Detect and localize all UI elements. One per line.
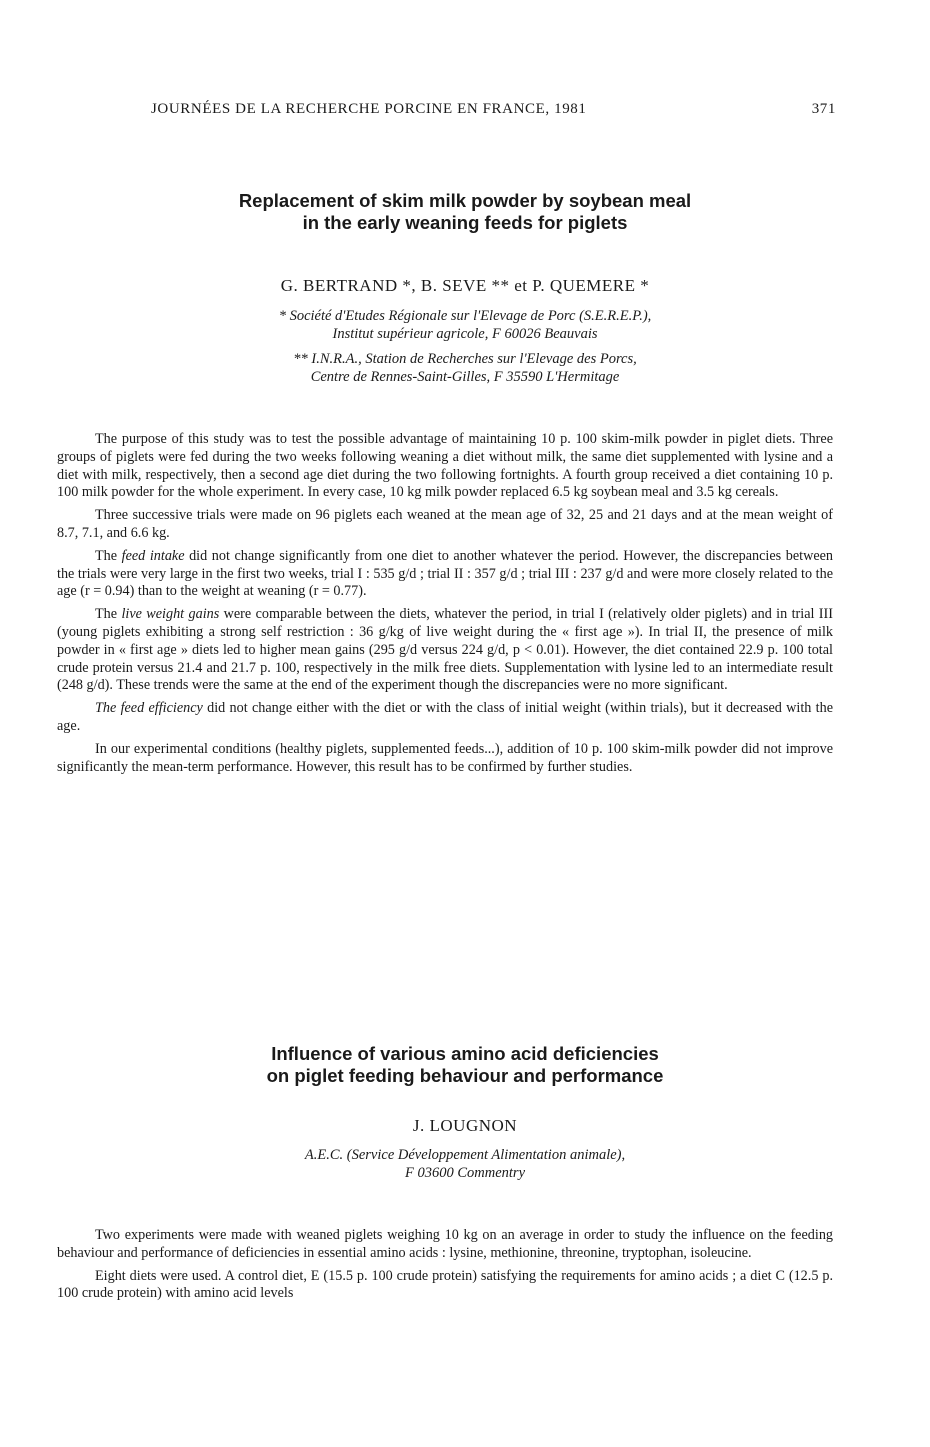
article1-affil2-line1: ** I.N.R.A., Station de Recherches sur l'Elevage des Porcs, [293,351,637,367]
article2-body [57,1227,833,1308]
article1-paragraph-4 [57,606,833,695]
article1-p4-pre: The [95,606,122,623]
article2-affiliation [0,1146,930,1182]
running-head [0,101,930,125]
article1-title [0,190,930,234]
article1-p5-emphasis: The feed efficiency [95,700,203,717]
article2-paragraph-1: Two experiments were made with weaned piglets weighing 10 kg on an average in order to study the influence on the feeding behaviour and performance of deficiencies in essential amino acids : lysine, methionine, threonine, tryptophan, isoleucine. [57,1227,833,1261]
article1-title-line2: in the early weaning feeds for piglets [302,212,628,233]
article1-paragraph-1: The purpose of this study was to test the possible advantage of maintaining 10 p. 100 skim-milk powder in piglet diets. Three groups of piglets were fed during the two weeks following weaning a diet without milk, the same diet supplemented with lysine and a diet with milk, respectively, then a second age diet during the two following fortnights. A fourth group received a diet containing 10 p. 100 milk powder for the whole experiment. In every case, 10 kg milk powder replaced 6.5 kg soybean meal and 3.5 kg cereals. [57,431,833,501]
article1-affil1-line2: Institut supérieur agricole, F 60026 Beauvais [332,326,598,342]
article1-p3-post: did not change significantly from one diet to another whatever the period. However, the discrepancies between the trials were very large in the first two weeks, trial I : 535 g/d ; trial II : 357 g/d ; trial III : 237 g/d and were more closely related to the age (r = 0.94) than to the weight at weaning (r = 0.77). [57,547,834,600]
article1-p4-emphasis: live weight gains [121,606,220,623]
article1-p3-pre: The [95,547,122,564]
article1-paragraph-3 [57,548,833,601]
article1-p4-post: were comparable between the diets, whatever the period, in trial I (relatively older piglets) and in trial III (young piglets exhibiting a strong self restriction : 36 g/kg of live weight during the « first age »). In trial II, the presence of milk powder in « first age » diets led to higher mean gains (295 g/d versus 224 g/d, p < 0.01). However, the diet contained 22.9 p. 100 total crude protein versus 21.4 and 21.7 p. 100, respectively in the milk free diets. Supplementation with lysine led to an intermediate result (248 g/d). These trends were the same at the end of the experiment though the discrepancies were no more significant. [57,606,833,694]
article2-title-line2: on piglet feeding behaviour and performance [266,1065,664,1086]
page-number: 371 [811,101,836,117]
article1-paragraph-5 [57,700,833,736]
article2-paragraph-2: Eight diets were used. A control diet, E (15.5 p. 100 crude protein) satisfying the requirements for amino acids ; a diet C (12.5 p. 100 crude protein) with amino acid levels [57,1267,833,1302]
article1-authors: G. BERTRAND *, B. SEVE ** et P. QUEMERE * [280,276,650,295]
article1-p5-post: did not change either with the diet or with the class of initial weight (within trials), but it decreased with the age. [57,700,834,734]
article1-affiliation-1 [0,307,930,343]
article1-body [57,431,833,781]
article1-title-line1: Replacement of skim milk powder by soybean meal [238,190,692,211]
running-head-title: JOURNÉES DE LA RECHERCHE PORCINE EN FRANCE, 1981 [151,101,587,117]
article1-affil2-line2: Centre de Rennes-Saint-Gilles, F 35590 L'Hermitage [310,369,620,385]
article1-affiliation-2 [0,350,930,386]
article2-affil-line1: A.E.C. (Service Développement Alimentation animale), [304,1147,626,1163]
article1-affil1-line1: * Société d'Etudes Régionale sur l'Elevage de Porc (S.E.R.E.P.), [278,308,652,324]
article2-title [0,1043,930,1087]
article2-affil-line2: F 03600 Commentry [404,1165,525,1181]
article1-paragraph-2: Three successive trials were made on 96 piglets each weaned at the mean age of 32, 25 and 21 days and at the mean weight of 8.7, 7.1, and 6.6 kg. [57,507,833,541]
article1-p3-emphasis: feed intake [121,547,185,564]
article2-title-line1: Influence of various amino acid deficiencies [271,1043,659,1064]
article2-authors: J. LOUGNON [412,1116,518,1135]
article1-paragraph-6: In our experimental conditions (healthy piglets, supplemented feeds...), addition of 10 p. 100 skim-milk powder did not improve significantly the mean-term performance. However, this result has to be confirmed by further studies. [57,740,833,775]
